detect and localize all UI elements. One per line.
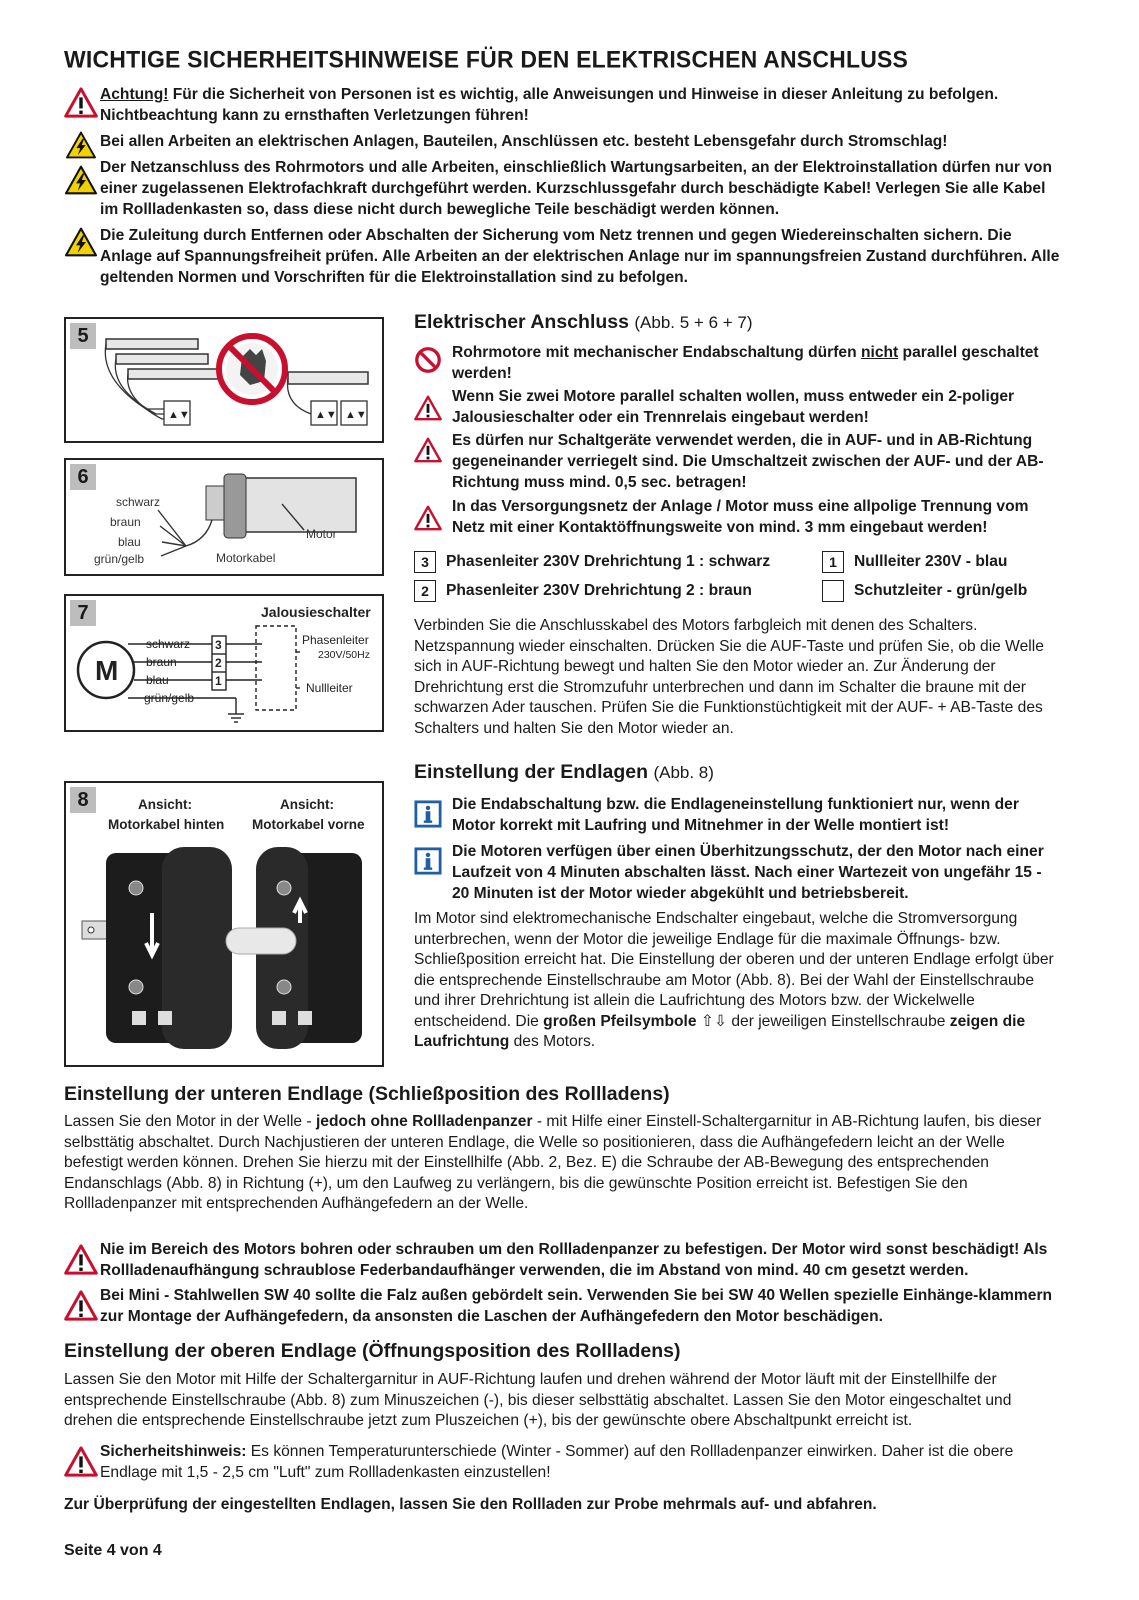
paragraph-endlagen bbox=[414, 909, 1054, 1053]
jalousieschalter-label: Jalousieschalter bbox=[261, 604, 371, 620]
warning-triangle-icon bbox=[64, 1446, 98, 1477]
achtung-label: Achtung! bbox=[100, 86, 169, 103]
legend-text: Phasenleiter 230V Drehrichtung 2 : braun bbox=[446, 582, 752, 599]
figure-7 bbox=[64, 594, 384, 732]
info-ueberhitzung bbox=[414, 841, 1054, 904]
warning-sicherheitshinweis bbox=[64, 1441, 1074, 1483]
note-2pol-switch bbox=[414, 386, 1054, 428]
parallel-motors-diagram bbox=[66, 319, 382, 441]
figure-6 bbox=[64, 458, 384, 576]
warning-text: Der Netzanschluss des Rohrmotors und alle Arbeiten, einschließlich Wartungsarbeiten, an der Elektroinstallation dürfen nur von einer zugelassenen Elektrofachkraft durchgeführt werden. Kurzschlussgefahr durch beschädigte Kabel! Verlegen Sie alle Kabel im Rollladenkasten so, dass diese nicht durch bewegliche Teile beschädigt werden können. bbox=[100, 159, 1052, 218]
warning-achtung bbox=[64, 84, 1064, 126]
figure-ref: (Abb. 8) bbox=[653, 763, 714, 782]
section-heading-obere-endlage: Einstellung der oberen Endlage (Öffnungsposition des Rollladens) bbox=[64, 1340, 681, 1362]
terminal-1: 1 bbox=[215, 674, 222, 688]
label-motorkabel: Motorkabel bbox=[216, 551, 276, 565]
label-phasenleiter: Phasenleiter bbox=[302, 633, 369, 647]
legend-key: 2 bbox=[414, 580, 436, 602]
paragraph-untere-endlage bbox=[64, 1112, 1064, 1215]
label-schwarz: schwarz bbox=[116, 495, 161, 509]
legend-text: Schutzleiter - grün/gelb bbox=[854, 582, 1028, 599]
label-gruengelb: grün/gelb bbox=[94, 552, 145, 566]
warning-text: Es können Temperaturunterschiede (Winter - Sommer) auf den Rollladenpanzer einwirken. Daher ist die obere Endlage mit 1,5 - 2,5 cm "Luft" zum Rollladenkasten einzustellen! bbox=[100, 1443, 1014, 1481]
figure-8 bbox=[64, 781, 384, 1067]
section-heading-endlagen bbox=[414, 761, 714, 784]
note-interlocked bbox=[414, 430, 1054, 493]
legend-phase-2 bbox=[414, 580, 752, 602]
warning-elektrofachkraft bbox=[64, 157, 1064, 220]
info-text: Die Motoren verfügen über einen Überhitzungsschutz, der den Motor nach einer Laufzeit von 4 Minuten abschalten lässt. Nach einer Wartezeit von ungefähr 15 - 20 Minuten ist der Motor wieder abgekühlt und betriebsbereit. bbox=[452, 843, 1044, 902]
warning-text: Nie im Bereich des Motors bohren oder schrauben um den Rollladenpanzer zu befestigen. Der Motor wird sonst beschädigt! Als Rollladenaufhängung schraublose Federbandaufhänger verwenden, die im Abstand von mind. 40 cm gesetzt werden. bbox=[100, 1241, 1048, 1279]
terminal-3: 3 bbox=[215, 638, 222, 652]
warning-zuleitung bbox=[64, 225, 1064, 288]
label-motor: Motor bbox=[306, 527, 337, 541]
warning-triangle-icon bbox=[64, 1244, 98, 1275]
text-bold: zeigen die Laufrichtung bbox=[414, 1012, 1026, 1050]
legend-text: Nullleiter 230V - blau bbox=[854, 553, 1008, 570]
page-title: WICHTIGE SICHERHEITSHINWEISE FÜR DEN ELEKTRISCHEN ANSCHLUSS bbox=[64, 45, 909, 73]
label-braun: braun bbox=[110, 515, 141, 529]
text-bold: jedoch ohne Rollladenpanzer bbox=[315, 1113, 533, 1130]
note-text: parallel geschaltet werden! bbox=[452, 344, 1039, 382]
paragraph-anschluss: Verbinden Sie die Anschlusskabel des Motors farbgleich mit denen des Schalters. Netzspannung wieder einschalten. Drücken Sie die AUF-Taste und prüfen Sie, ob die Welle sich in AUF-Richtung bewegt und halten Sie den Motor wieder an. Zur Änderung der Drehrichtung erst die Stromzufuhr unterbrechen und dann im Schalter die braune mit der schwarzen Ader tauschen. Prüfen Sie die Funktionstüchtigkeit mit der AUF- + AB-Taste des Schalters und halten Sie den Motor wieder an. bbox=[414, 617, 1044, 737]
high-voltage-icon bbox=[64, 165, 98, 195]
note-text: In das Versorgungsnetz der Anlage / Motor muss eine allpolige Trennung vom Netz mit einer Kontaktöffnungsweite von mind. 3 mm eingebaut werden! bbox=[452, 498, 1029, 536]
legend-null bbox=[822, 551, 1007, 573]
page-footer: Seite 4 von 4 bbox=[64, 1542, 162, 1559]
motor-head-photos bbox=[66, 783, 382, 1065]
svg-text:▲▼: ▲▼ bbox=[315, 409, 337, 421]
closing-note: Zur Überprüfung der eingestellten Endlagen, lassen Sie den Rollladen zur Probe mehrmals auf- und abfahren. bbox=[64, 1496, 877, 1513]
note-text: Es dürfen nur Schaltgeräte verwendet werden, die in AUF- und in AB-Richtung gegeneinander verriegelt sind. Die Umschaltzeit zwischen der AUF- und der AB-Richtung muss mind. 0,5 sec. betragen! bbox=[452, 432, 1044, 491]
legend-phase-1 bbox=[414, 551, 770, 573]
text: des Motors. bbox=[509, 1033, 596, 1050]
sicherheitshinweis-label: Sicherheitshinweis: bbox=[100, 1443, 247, 1460]
label-gruengelb: grün/gelb bbox=[144, 691, 195, 705]
figure-ref: (Abb. 5 + 6 + 7) bbox=[634, 313, 753, 332]
label-blau: blau bbox=[118, 535, 141, 549]
heading-text: Elektrischer Anschluss bbox=[414, 311, 629, 333]
text: Lassen Sie den Motor in der Welle - bbox=[64, 1113, 316, 1130]
warning-triangle-icon bbox=[64, 87, 98, 118]
label-voltage: 230V/50Hz bbox=[318, 649, 370, 661]
view-2-caption: Motorkabel vorne bbox=[252, 817, 365, 832]
info-text: Die Endabschaltung bzw. die Endlageneinstellung funktioniert nur, wenn der Motor korrekt mit Laufring und Mitnehmer in der Welle montiert ist! bbox=[452, 796, 1019, 834]
note-allpolige-trennung bbox=[414, 496, 1054, 538]
section-heading-elektrischer-anschluss bbox=[414, 311, 753, 334]
info-icon bbox=[414, 800, 442, 828]
info-icon bbox=[414, 847, 442, 875]
note-text: Wenn Sie zwei Motore parallel schalten wollen, muss entweder ein 2-poliger Jalousieschalter oder ein Trennrelais eingebaut werden! bbox=[452, 388, 1015, 426]
legend-text: Phasenleiter 230V Drehrichtung 1 : schwarz bbox=[446, 553, 771, 570]
motor-symbol: M bbox=[95, 655, 119, 686]
warning-text: Bei Mini - Stahlwellen SW 40 sollte die Falz außen gebördelt sein. Verwenden Sie bei SW 40 Wellen spezielle Einhänge-klammern zur Montage der Aufhängefedern, da ansonsten die Laschen der Aufhängefedern den Motor beschädigen. bbox=[100, 1287, 1053, 1325]
text: - mit Hilfe einer Einstell-Schaltergarnitur in AB-Richtung laufen, bis dieser selbsttätig abschaltet. Durch Nachjustieren der unteren Endlage, die Welle so positionieren, dass die Aufhängefedern leicht an der Welle befestigt werden können. Drehen Sie hierzu mit der Einstellhilfe (Abb. 2, Bez. E) die Schraube der AB-Bewegung des entsprechenden Endanschlags (Abb. 8) in Richtung (+), um den Laufweg zu verlängern, bis die gewünschte Position erreicht ist. Befestigen Sie den Rollladenpanzer mit entsprechenden Aufhängefedern an der Welle. bbox=[64, 1113, 1042, 1212]
note-text: Rohrmotore mit mechanischer Endabschaltung dürfen bbox=[452, 344, 861, 361]
label-braun: braun bbox=[146, 655, 177, 669]
figure-number: 5 bbox=[70, 323, 96, 349]
info-endabschaltung bbox=[414, 794, 1054, 836]
view-1-caption: Motorkabel hinten bbox=[108, 817, 225, 832]
warning-text: Bei allen Arbeiten an elektrischen Anlagen, Bauteilen, Anschlüssen etc. besteht Lebensgefahr durch Stromschlag! bbox=[100, 133, 948, 150]
legend-key: 3 bbox=[414, 551, 436, 573]
warning-triangle-icon bbox=[414, 394, 442, 422]
note-emphasis: nicht bbox=[860, 344, 899, 361]
warning-nie-bohren bbox=[64, 1239, 1074, 1281]
text: der jeweiligen Einstellschraube bbox=[731, 1012, 950, 1030]
warning-text: Für die Sicherheit von Personen ist es wichtig, alle Anweisungen und Hinweise in dieser Anleitung zu befolgen. Nichtbeachtung kann zu ernsthaften Verletzungen führen! bbox=[100, 86, 999, 124]
text: Im Motor sind elektromechanische Endschalter eingebaut, welche die Stromversorgung unterbrechen, wenn der Motor die jeweilige Endlage für die maximale Öffnungs- bzw. Schließposition erreicht hat. Die Einstellung der oberen und der unteren Endlage erfolgt über die entsprechende Einstellschraube am Motor (Abb. 8). Bei der Wahl der Einstellschraube und ihrer Drehrichtung ist allein die Laufrichtung des Motors bzw. der Wickelwelle entscheidend. Die bbox=[414, 910, 1054, 1030]
warning-triangle-icon bbox=[64, 1290, 98, 1321]
warning-triangle-icon bbox=[414, 504, 442, 532]
figure-5 bbox=[64, 317, 384, 443]
figure-number: 8 bbox=[70, 787, 96, 813]
warning-triangle-icon bbox=[414, 436, 442, 464]
view-1-label: Ansicht: bbox=[138, 797, 192, 812]
text-bold: großen Pfeilsymbole bbox=[543, 1012, 697, 1030]
section-heading-untere-endlage: Einstellung der unteren Endlage (Schließposition des Rollladens) bbox=[64, 1083, 670, 1105]
warning-text: Die Zuleitung durch Entfernen oder Abschalten der Sicherung vom Netz trennen und gegen Wiedereinschalten sichern. Die Anlage auf Spannungsfreiheit prüfen. Alle Arbeiten an der elektrischen Anlage nur im spannungsfreien Zustand durchführen. Alle geltenden Normen und Vorschriften für die Elektroinstallation sind zu befolgen. bbox=[100, 227, 1060, 286]
label-schwarz: schwarz bbox=[146, 637, 191, 651]
svg-text:▲▼: ▲▼ bbox=[168, 409, 190, 421]
note-no-parallel bbox=[414, 342, 1054, 384]
heading-text: Einstellung der Endlagen bbox=[414, 761, 649, 783]
legend-schutz bbox=[822, 580, 1027, 602]
view-2-label: Ansicht: bbox=[280, 797, 334, 812]
prohibition-icon bbox=[414, 346, 442, 374]
high-voltage-icon bbox=[64, 131, 98, 159]
label-blau: blau bbox=[146, 673, 169, 687]
wiring-diagram bbox=[66, 596, 382, 730]
figure-number: 6 bbox=[70, 464, 96, 490]
figure-number: 7 bbox=[70, 600, 96, 626]
warning-sw40 bbox=[64, 1285, 1074, 1327]
motor-cable-diagram bbox=[66, 460, 382, 574]
high-voltage-icon bbox=[64, 227, 98, 257]
label-nullleiter: Nullleiter bbox=[306, 681, 353, 695]
terminal-2: 2 bbox=[215, 656, 222, 670]
legend-key-empty bbox=[822, 580, 844, 602]
paragraph-obere-endlage: Lassen Sie den Motor mit Hilfe der Schaltergarnitur in AUF-Richtung laufen und drehen während der Motor läuft mit der Einstellhilfe der entsprechende Einstellschraube (Abb. 8) zum Minuszeichen (-), bis dieser selbsttätig abschaltet. Lassen Sie den Motor eingeschaltet und drehen die entsprechende Einstellschraube jetzt zum Pluszeichen (+), bis der gewünschte obere Abschaltpunkt erreicht ist. bbox=[64, 1371, 1012, 1429]
legend-key: 1 bbox=[822, 551, 844, 573]
svg-text:▲▼: ▲▼ bbox=[345, 409, 367, 421]
arrow-symbols: ⇧⇩ bbox=[696, 1012, 732, 1030]
